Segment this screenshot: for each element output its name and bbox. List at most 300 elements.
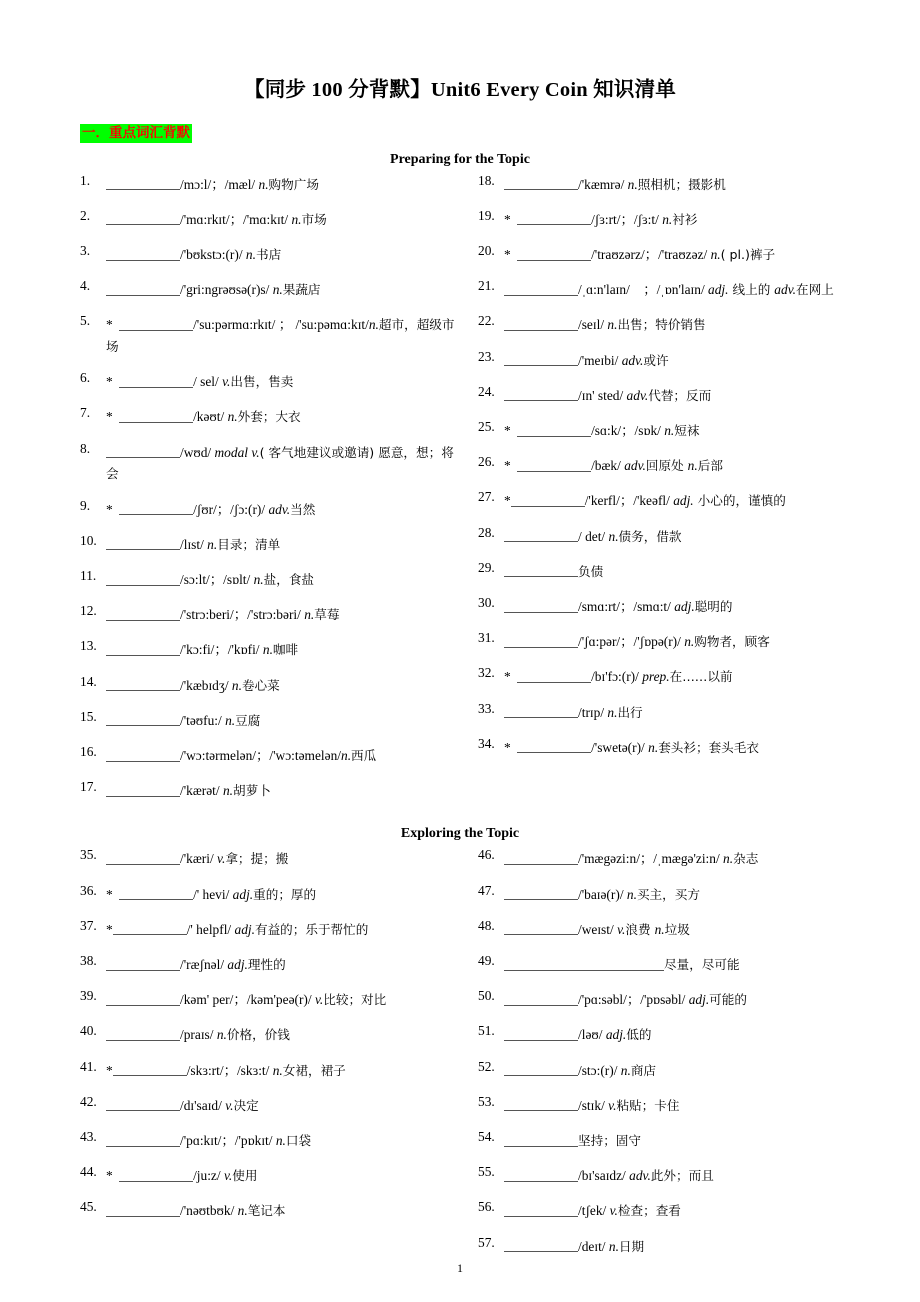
entry-number: 24.	[478, 383, 495, 399]
chinese-gloss: 西瓜	[351, 747, 377, 763]
entry-body	[504, 1024, 840, 1046]
chinese-gloss: 女裙，裙子	[282, 1062, 346, 1078]
entry-number: 44.	[80, 1164, 97, 1180]
entry-body	[504, 1130, 840, 1152]
entry-number: 6.	[80, 370, 91, 386]
answer-blank[interactable]	[106, 1133, 180, 1147]
vocab-entry	[80, 209, 460, 231]
answer-blank[interactable]	[504, 528, 578, 542]
entry-body	[106, 371, 460, 393]
part-of-speech: n.	[291, 211, 302, 227]
part-of-speech: n.	[607, 704, 618, 720]
vocab-entry	[80, 279, 460, 301]
entry-number: 29.	[478, 559, 495, 575]
part-of-speech: n.	[225, 712, 236, 728]
part-of-speech: adj.	[234, 921, 255, 937]
section-exploring	[80, 826, 840, 1270]
entry-number: 22.	[478, 313, 495, 329]
chinese-gloss: 理性的	[247, 956, 286, 972]
asterisk-marker: *	[106, 374, 113, 390]
part-of-speech: n.	[620, 1062, 631, 1078]
entry-body	[106, 569, 460, 591]
part-of-speech: n.	[272, 1062, 283, 1078]
part-of-speech: n.	[368, 317, 379, 333]
entry-body	[504, 455, 840, 477]
vocab-entry	[478, 561, 840, 583]
chinese-gloss: 使用	[232, 1168, 258, 1184]
chinese-gloss: 拿；提；搬	[225, 851, 289, 867]
part-of-speech: n.	[662, 211, 673, 227]
entry-number: 4.	[80, 278, 91, 294]
chinese-gloss: 可能的	[709, 992, 747, 1008]
answer-blank[interactable]	[106, 783, 180, 797]
answer-blank[interactable]	[504, 886, 578, 900]
phonetic-transcription: /ju:z/	[193, 1168, 224, 1184]
answer-blank[interactable]	[504, 1168, 578, 1182]
chinese-gloss: 杂志	[733, 851, 759, 867]
chinese-gloss: ( 客气地建议或邀请) 愿意，想；将会	[106, 444, 454, 482]
asterisk-marker: *	[504, 739, 511, 755]
phonetic-transcription: /'pɑ:səbl/；/'pɒsəbl/	[578, 992, 689, 1008]
answer-blank[interactable]	[504, 922, 578, 936]
answer-blank[interactable]	[106, 642, 180, 656]
vocab-entry	[80, 604, 460, 626]
phonetic-transcription: /kəʊt/	[193, 409, 228, 425]
entry-body	[504, 1236, 840, 1258]
answer-blank[interactable]	[504, 1203, 578, 1217]
vocab-entry	[80, 371, 460, 393]
phonetic-transcription: /'bʊkstɔ:(r)/	[180, 246, 246, 262]
entry-number: 46.	[478, 847, 495, 863]
entry-body	[106, 499, 460, 521]
entry-body	[106, 1024, 460, 1046]
chinese-gloss: 胡萝卜	[233, 783, 271, 799]
chinese-gloss: 口袋	[285, 1133, 312, 1148]
phonetic-transcription: /'ʃɑ:pər/；/'ʃɒpə(r)/	[578, 634, 685, 650]
part-of-speech: modal v.	[214, 444, 260, 460]
chinese-gloss: 短袜	[674, 422, 700, 438]
phonetic-transcription: /'wɔ:tərmelən/；/'wɔ:təmelən/	[180, 747, 341, 763]
entry-number: 17.	[80, 779, 97, 795]
vocab-entry	[478, 702, 840, 724]
vocab-entry	[80, 174, 460, 196]
vocab-entry	[80, 745, 460, 767]
entry-number: 49.	[478, 952, 495, 968]
vocab-entry	[80, 534, 460, 556]
phonetic-transcription: /skɜ:rt/；/skɜ:t/	[186, 1062, 273, 1078]
answer-blank[interactable]	[504, 1098, 578, 1112]
entry-body	[504, 596, 840, 618]
entry-body	[504, 244, 840, 266]
answer-blank[interactable]	[106, 247, 180, 261]
part-of-speech: n.	[272, 282, 283, 298]
part-of-speech: adv.	[629, 1168, 651, 1184]
phonetic-transcription: /stɔ:(r)/	[578, 1062, 621, 1078]
part-of-speech: prep.	[642, 669, 670, 685]
answer-blank[interactable]	[504, 1238, 578, 1252]
columns-preparing	[80, 174, 840, 816]
answer-blank[interactable]	[113, 922, 187, 936]
entry-body	[106, 244, 460, 266]
entry-body	[504, 954, 840, 976]
answer-blank[interactable]	[504, 1062, 578, 1076]
entry-body	[504, 848, 840, 870]
chinese-gloss: 尽量，尽可能	[664, 956, 740, 972]
vocab-entry	[80, 442, 460, 485]
part-of-speech: v.	[608, 1097, 617, 1113]
entry-number: 39.	[80, 988, 97, 1004]
vocab-entry	[80, 919, 460, 941]
answer-blank[interactable]	[511, 493, 585, 507]
answer-blank[interactable]	[113, 1062, 187, 1076]
subsection-heading-preparing: Preparing for the Topic	[390, 151, 530, 167]
entry-number: 9.	[80, 497, 91, 513]
entry-number: 50.	[478, 988, 495, 1004]
phonetic-transcription: /'swetə(r)/	[591, 739, 649, 755]
answer-blank[interactable]	[504, 388, 578, 402]
answer-blank[interactable]	[106, 851, 180, 865]
phonetic-transcription: /bɪ'saɪdz/	[578, 1168, 630, 1184]
phonetic-transcription: /sɔ:lt/；/sɒlt/	[180, 571, 254, 587]
entry-number: 38.	[80, 952, 97, 968]
entry-body	[504, 314, 840, 336]
answer-blank[interactable]	[504, 851, 578, 865]
answer-blank[interactable]	[119, 1168, 193, 1182]
vocab-entry	[80, 1095, 460, 1117]
entry-body	[504, 385, 840, 407]
answer-blank[interactable]	[517, 247, 591, 261]
part-of-speech: n.	[304, 607, 315, 623]
chinese-gloss: 豆腐	[235, 712, 261, 728]
entry-number: 42.	[80, 1093, 97, 1109]
entry-body	[504, 631, 840, 653]
chinese-gloss: 有益的；乐于帮忙的	[254, 921, 369, 937]
answer-blank[interactable]	[106, 1098, 180, 1112]
answer-blank[interactable]	[517, 423, 591, 437]
chinese-gloss: 市场	[301, 211, 327, 227]
vocab-entry	[80, 1060, 460, 1082]
vocab-entry	[478, 989, 840, 1011]
entry-number: 25.	[478, 418, 495, 434]
chinese-gloss: 在……以前	[669, 669, 733, 685]
answer-blank[interactable]	[106, 176, 180, 190]
part-of-speech: n.	[245, 246, 256, 262]
vocab-entry	[478, 1095, 840, 1117]
phonetic-transcription: /smɑ:rt/；/smɑ:t/	[578, 598, 675, 614]
chinese-gloss: 线上的	[728, 282, 775, 298]
part-of-speech: adv.	[621, 352, 644, 368]
answer-blank[interactable]	[119, 886, 193, 900]
entry-number: 30.	[478, 594, 495, 610]
phonetic-transcription: /lɪst/	[180, 536, 208, 552]
part-of-speech: adv.	[268, 501, 291, 517]
chinese-gloss: 笔记本	[247, 1203, 286, 1219]
chinese-gloss: 外套；大衣	[237, 409, 301, 425]
entry-number: 27.	[478, 489, 495, 505]
vocab-entry	[478, 350, 840, 372]
asterisk-marker: *	[106, 409, 113, 425]
chinese-gloss: 债务，借款	[618, 528, 682, 544]
part-of-speech: n.	[341, 747, 352, 763]
chinese-gloss: 代替；反而	[648, 387, 712, 403]
part-of-speech: adj.	[673, 493, 694, 509]
answer-blank[interactable]	[106, 1203, 180, 1217]
phonetic-transcription: /'kerfl/；/'keəfl/	[584, 493, 674, 509]
phonetic-transcription: /tʃek/	[578, 1203, 610, 1219]
column-left-exploring	[80, 848, 460, 1270]
entry-body	[504, 1060, 840, 1082]
answer-blank[interactable]	[517, 212, 591, 226]
answer-blank[interactable]	[106, 992, 180, 1006]
phonetic-transcription: /'mɑ:rkɪt/；/'mɑ:kɪt/	[180, 211, 292, 227]
phonetic-transcription: /'təʊfu:/	[180, 712, 226, 728]
part-of-speech: n.	[608, 1238, 619, 1254]
answer-blank[interactable]	[106, 713, 180, 727]
entry-body	[504, 919, 840, 941]
entry-number: 12.	[80, 603, 97, 619]
vocab-entry	[478, 737, 840, 759]
entry-body	[106, 710, 460, 732]
phonetic-transcription: /sɑ:k/；/sɒk/	[591, 422, 665, 438]
chinese-gloss: 或许	[643, 352, 669, 368]
vocab-entry	[478, 385, 840, 407]
answer-blank[interactable]	[517, 740, 591, 754]
asterisk-marker: *	[106, 921, 113, 937]
entry-number: 16.	[80, 743, 97, 759]
entry-number: 56.	[478, 1199, 495, 1215]
phonetic-transcription: /weɪst/	[578, 921, 618, 937]
chinese-gloss: 购物者，顾客	[694, 634, 770, 650]
entry-body	[106, 442, 460, 485]
answer-blank[interactable]	[504, 957, 664, 971]
answer-blank[interactable]	[504, 352, 578, 366]
asterisk-marker: *	[106, 1168, 113, 1184]
entry-number: 52.	[478, 1058, 495, 1074]
entry-body	[106, 954, 460, 976]
part-of-speech: adj.	[674, 598, 695, 614]
phonetic-transcription: /seɪl/	[578, 317, 608, 333]
entry-number: 10.	[80, 532, 97, 548]
answer-blank[interactable]	[106, 607, 180, 621]
chinese-gloss: 决定	[233, 1097, 259, 1113]
answer-blank[interactable]	[119, 317, 193, 331]
vocab-entry	[80, 1024, 460, 1046]
answer-blank[interactable]	[119, 501, 193, 515]
asterisk-marker: *	[106, 1062, 113, 1078]
answer-blank[interactable]	[106, 1027, 180, 1041]
part-of-speech: n.	[227, 409, 238, 425]
chinese-gloss: 目录；清单	[217, 536, 281, 552]
part-of-speech: n.	[608, 528, 619, 544]
answer-blank[interactable]	[106, 677, 180, 691]
part-of-speech: v.	[217, 851, 226, 867]
vocab-entry	[80, 1200, 460, 1222]
answer-blank[interactable]	[106, 282, 180, 296]
chinese-gloss: 此外；而且	[650, 1168, 714, 1184]
entry-body	[504, 1095, 840, 1117]
vocab-entry	[80, 848, 460, 870]
answer-blank[interactable]	[504, 564, 578, 578]
entry-number: 35.	[80, 847, 97, 863]
part-of-speech: v.	[617, 921, 626, 937]
vocab-entry	[478, 1130, 840, 1152]
entry-number: 18.	[478, 172, 495, 188]
phonetic-transcription: /ˌɑ:n'laɪn/ ；/ˌɒn'laɪn/	[578, 282, 709, 298]
entry-body	[106, 314, 460, 357]
part-of-speech: n.	[216, 1027, 227, 1043]
phonetic-transcription: / sel/	[193, 374, 223, 390]
page-title: 【同步 100 分背默】Unit6 Every Coin 知识清单	[244, 79, 676, 101]
entry-body	[504, 526, 840, 548]
entry-body	[106, 919, 460, 941]
phonetic-transcription: /'traʊzərz/；/'traʊzəz/	[591, 246, 711, 262]
entry-body	[504, 209, 840, 231]
phonetic-transcription: /praɪs/	[180, 1027, 217, 1043]
part-of-speech: adj.	[232, 886, 254, 902]
entry-body	[106, 534, 460, 556]
answer-blank[interactable]	[504, 1027, 578, 1041]
phonetic-transcription: /' helpfl/	[186, 921, 235, 937]
column-right-exploring	[460, 848, 840, 1270]
phonetic-transcription: /mɔ:l/；/mæl/	[180, 176, 259, 192]
entry-number: 32.	[478, 665, 495, 681]
answer-blank[interactable]	[119, 409, 193, 423]
answer-blank[interactable]	[106, 957, 180, 971]
chinese-gloss: 书店	[255, 246, 282, 262]
chinese-gloss: 出售；特价销售	[617, 317, 706, 333]
chinese-gloss: 负债	[578, 563, 604, 579]
chinese-gloss: 当然	[290, 501, 316, 517]
vocab-entry	[478, 954, 840, 976]
phonetic-transcription: /ʃɜ:rt/；/ʃɜ:t/	[591, 211, 663, 227]
answer-blank[interactable]	[106, 445, 180, 459]
asterisk-marker: *	[504, 422, 511, 438]
entry-body	[504, 884, 840, 906]
entry-number: 54.	[478, 1129, 495, 1144]
answer-blank[interactable]	[517, 669, 591, 683]
part-of-speech: n.	[626, 886, 637, 902]
answer-blank[interactable]	[119, 374, 193, 388]
vocab-entry	[478, 490, 840, 512]
entry-body	[106, 780, 460, 802]
part-of-speech: n.	[207, 536, 218, 552]
chinese-gloss: 日期	[618, 1238, 645, 1254]
answer-blank[interactable]	[504, 282, 578, 296]
chinese-gloss: 坚持；固守	[578, 1133, 641, 1148]
entry-body	[504, 490, 840, 512]
entry-number: 57.	[478, 1234, 495, 1250]
part-of-speech: n.	[723, 851, 734, 867]
answer-blank[interactable]	[504, 704, 578, 718]
chinese-gloss: 重的；厚的	[253, 886, 317, 902]
phonetic-transcription: /stɪk/	[578, 1097, 609, 1113]
answer-blank[interactable]	[504, 599, 578, 613]
entry-body	[106, 1060, 460, 1082]
chinese-gloss: 检查；查看	[617, 1203, 681, 1219]
phonetic-transcription: /'kæri/	[180, 851, 218, 867]
phonetic-transcription: /'baɪə(r)/	[578, 886, 627, 902]
answer-blank[interactable]	[106, 212, 180, 226]
chinese-gloss-secondary: 在网上	[795, 282, 834, 298]
part-of-speech: n.	[607, 317, 618, 333]
phonetic-transcription: /'ræʃnəl/	[180, 956, 228, 972]
answer-blank[interactable]	[106, 748, 180, 762]
phonetic-transcription: /deɪt/	[578, 1238, 609, 1254]
answer-blank[interactable]	[517, 458, 591, 472]
part-of-speech: n.	[627, 176, 638, 192]
entry-number: 51.	[478, 1023, 495, 1039]
part-of-speech: v.	[223, 1168, 233, 1184]
part-of-speech: n.	[648, 739, 659, 755]
vocab-entry	[478, 596, 840, 618]
entry-number: 45.	[80, 1199, 97, 1215]
part-of-speech: n.	[237, 1203, 248, 1219]
chinese-gloss: 衬衫	[672, 211, 698, 227]
chinese-gloss: ( pl.)裤子	[720, 246, 776, 262]
answer-blank[interactable]	[504, 992, 578, 1006]
entry-number: 26.	[478, 454, 495, 470]
phonetic-transcription: /bæk/	[591, 458, 625, 474]
answer-blank[interactable]	[504, 176, 578, 190]
answer-blank[interactable]	[106, 572, 180, 586]
phonetic-transcription: /'gri:ngrəʊsə(r)s/	[180, 282, 273, 298]
part-of-speech-secondary: n.	[654, 921, 665, 937]
part-of-speech: n.	[231, 677, 242, 693]
entry-body	[504, 1165, 840, 1187]
entry-body	[106, 1200, 460, 1222]
phonetic-transcription: /wʊd/	[180, 444, 215, 460]
answer-blank[interactable]	[504, 1133, 578, 1147]
part-of-speech: n.	[222, 783, 233, 799]
subsection-heading-exploring: Exploring the Topic	[400, 826, 520, 842]
asterisk-marker: *	[504, 669, 511, 685]
part-of-speech: n.	[684, 634, 695, 650]
phonetic-transcription: /'kæbɪdʒ/	[180, 677, 232, 693]
phonetic-transcription: /'kæmrə/	[578, 176, 628, 192]
entry-number: 8.	[80, 440, 91, 456]
chinese-gloss: 果蔬店	[282, 282, 321, 298]
vocab-entry	[478, 1024, 840, 1046]
phonetic-transcription: /dɪ'saɪd/	[180, 1097, 226, 1113]
answer-blank[interactable]	[504, 634, 578, 648]
entry-number: 53.	[478, 1093, 495, 1109]
part-of-speech: adj.	[227, 956, 248, 972]
chinese-gloss: 低的	[626, 1027, 652, 1043]
answer-blank[interactable]	[106, 537, 180, 551]
part-of-speech: adj.	[708, 282, 729, 298]
entry-body	[106, 604, 460, 626]
chinese-gloss: 超市，超级市场	[106, 317, 455, 355]
phonetic-transcription: /kəm' per/；/kəm'peə(r)/	[180, 992, 315, 1008]
entry-number: 3.	[80, 242, 91, 258]
chinese-gloss-secondary: 垃圾	[664, 921, 690, 937]
vocab-entry	[80, 1165, 460, 1187]
phonetic-transcription: /trɪp/	[578, 704, 608, 720]
entry-number: 15.	[80, 708, 97, 724]
phonetic-transcription: /'pɑ:kɪt/；/'pɒkɪt/	[180, 1133, 276, 1148]
entry-body	[504, 737, 840, 759]
vocab-entry	[80, 314, 460, 357]
vocab-entry	[80, 710, 460, 732]
entry-number: 48.	[478, 917, 495, 933]
entry-number: 20.	[478, 242, 495, 258]
entry-number: 19.	[478, 207, 495, 223]
chinese-gloss: 盐，食盐	[263, 571, 315, 587]
vocab-entry	[478, 526, 840, 548]
chinese-gloss: 商店	[630, 1062, 656, 1078]
answer-blank[interactable]	[504, 317, 578, 331]
part-of-speech: v.	[225, 1097, 234, 1113]
